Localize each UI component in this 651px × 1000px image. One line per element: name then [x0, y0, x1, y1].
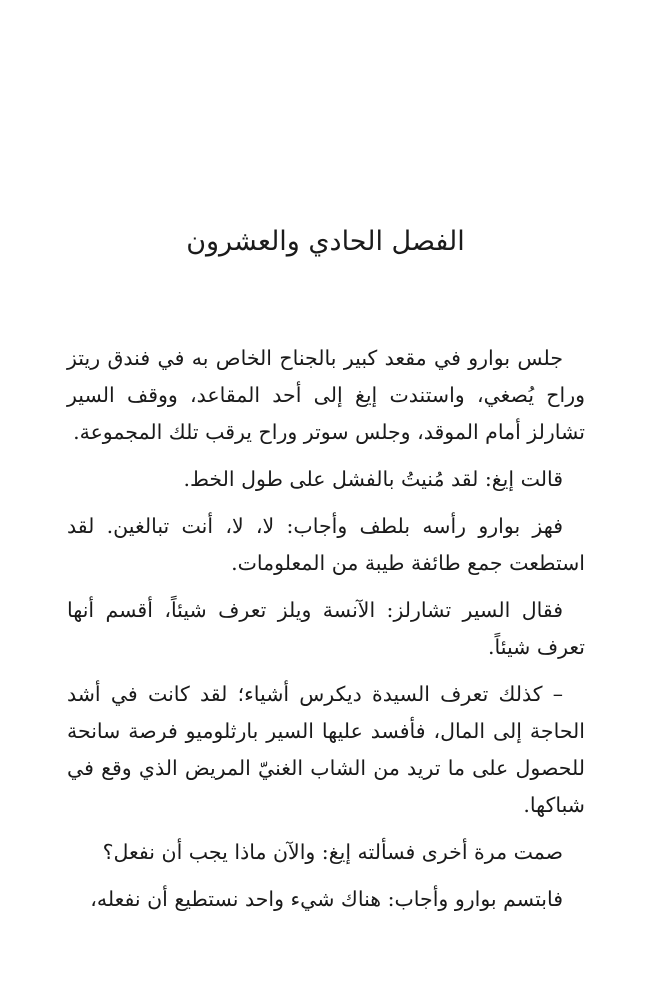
paragraph-3: فهز بوارو رأسه بلطف وأجاب: لا، لا، أنت تبالغين. لقد استطعت جمع طائفة طيبة من المعلومات.: [67, 514, 585, 575]
chapter-title: الفصل الحادي والعشرون: [186, 226, 465, 257]
paragraph-1: جلس بوارو في مقعد كبير بالجناح الخاص به في فندق ريتز وراح يُصغي، واستندت إيغ إلى أحد المقاعد، ووقف السير تشارلز أمام الموقد، وجلس سوتر وراح يرقب تلك المجموعة.: [67, 346, 585, 444]
paragraph-5: – كذلك تعرف السيدة ديكرس أشياء؛ لقد كانت في أشد الحاجة إلى المال، فأفسد عليها السير بارثلوميو فرصة سانحة للحصول على ما تريد من الشاب الغنيّ المريض الذي وقع في شباكها.: [67, 682, 585, 817]
paragraph-4: فقال السير تشارلز: الآنسة ويلز تعرف شيئاً، أقسم أنها تعرف شيئاً.: [67, 598, 585, 659]
paragraph-7: فابتسم بوارو وأجاب: هناك شيء واحد نستطيع أن نفعله،: [90, 887, 563, 911]
paragraph-6: صمت مرة أخرى فسألته إيغ: والآن ماذا يجب أن نفعل؟: [102, 840, 563, 864]
paragraph-2: قالت إيغ: لقد مُنيتُ بالفشل على طول الخط.: [183, 467, 563, 491]
chapter-body: [67, 340, 585, 928]
